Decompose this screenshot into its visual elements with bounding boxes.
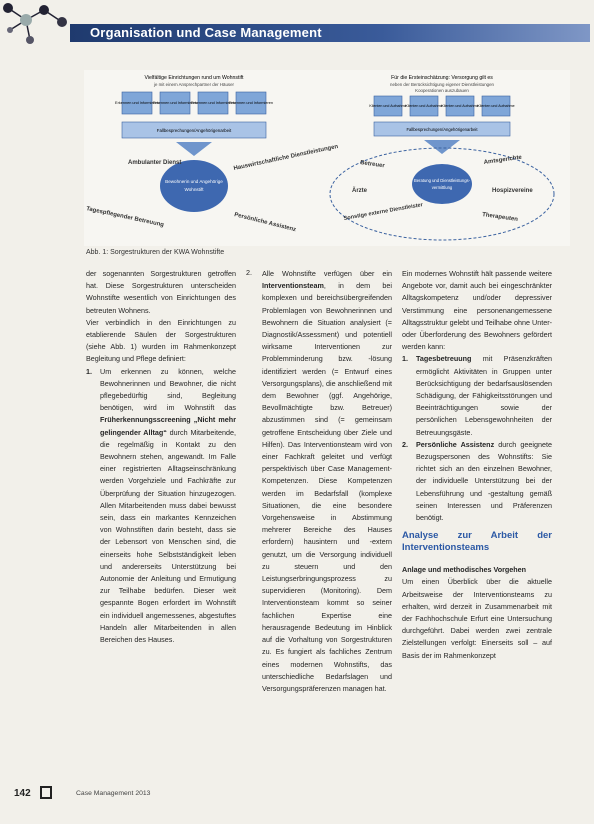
col2-text-b: , in dem bei komplexen und bereichsübergreifenden Problemlagen von Bewohnerinnen und Bewohnern die Situation analysiert (= Diagnostik/Assessment) und potentiell wirksame Interventionen zur Problemminderung bzw. -lösung identifiziert werden (= Entwurf eines Versorgungsplans), die anschließend mit dem Bewohner (ggf. Angehörige, Bevollmächtigte bzw. Betreuer) abzustimmen sind (= gemeinsam getroffene Entscheidung über Ziele und Hilfen). Das Interventionsteam wird von einer Fachkraft geleitet und verfügt perspektivisch über Case Management-Kompetenzen. Diese Kompetenzen werden im Bedarfsfall (komplexe Situationen, die eine besondere Vorgehensweise in Abstimmung mehrerer Bereiche des Hauses erfordern) hausintern und -extern genutzt, um die Versorgung individuell zu steuern und den Leistungserbringungsprozess zu supervidieren (Monitoring). Dem Interventionsteam kommt so seiner fachlichen Expertise eine herausragende Bedeutung im Hinblick auf die Vorhaltung von Sorgestrukturen zu. Es fungiert als fachliches Zentrum eines modernen Wohnstifts, das unterschiedliche Bedarfslagen und Versorgungspräferenzen managen hat.: [262, 281, 392, 693]
left-center-2: Wohnstift: [184, 187, 204, 192]
list-marker-2: 2.: [246, 268, 252, 277]
right-label-4: Hospizvereine: [492, 188, 533, 194]
col1-item-bold: Früherkennungsscreening „Nicht mehr gelingender Alltag“: [100, 415, 236, 437]
left-boxes: [115, 92, 273, 114]
right-bar-label: Fallbesprechungen/Angehörigenarbeit: [406, 127, 478, 132]
col3-body: Um einen Überblick über die aktuelle Arbeitsweise der Interventionsteams zu erhalten, wird derzeit in Zusammenarbeit mit der Fachhochschule Erfurt eine Untersuchung durchgeführt. Dabei werden zwei zentrale Zielstellungen verfolgt: Einerseits soll – auf Basis der im Rahmenkonzept: [402, 577, 552, 660]
right-label-5: Sonstige externe Dienstleister: [343, 202, 424, 222]
col3-item2-number: 2.: [402, 439, 408, 449]
col1-item-text-a: Um erkennen zu können, welche Bewohnerinnen und Bewohner, die nicht pflegebedürftig sind, Begleitung benötigen, wird im Wohnstift das: [100, 366, 236, 413]
left-bar-label: Fallbesprechungen/Angehörigenarbeit: [156, 128, 232, 133]
right-center-2: vermittlung: [431, 185, 453, 190]
left-box-2: Erkennen und Informieren: [153, 101, 197, 105]
figure-caption: Abb. 1: Sorgestrukturen der KWA Wohnstifte: [86, 249, 225, 256]
right-center-1: Beratung und Dienstleistungs-: [413, 178, 471, 183]
right-label-6: Therapeuten: [481, 212, 519, 223]
col3-item2-text: durch geeignete Bezugspersonen des Wohnstifts: Sie richtet sich an den einzelnen Bewohner, der individuelle Unterstützung bei der Lebensführung und -gestaltung gemäß seinen Interessen und Präferenzen benötigt.: [416, 439, 552, 523]
col2-text-a: Alle Wohnstifte verfügen über ein: [262, 269, 392, 278]
col1-item-text-b: durch Mitarbeitende, die regelmäßig in Kontakt zu den Bewohnern stehen, angewandt. Im Falle einer registrierten Alltagseinschränkung werden Vorgehziele und Fachkräfte zur Überprüfung der Situation hinzugezogen. Allen Mitarbeitenden muss dabei bewusst sein, dass ein markantes Kennzeichen von Wohnstiften darin besteht, dass sie der Lebensort von Menschen sind, die einerseits hohe Selbstständigkeit leben und andererseits Unterstützung bei Autonomie der Anleitung und Ermutigung zur Teilhabe bedürfen. Dieser weit gespannte Bogen erfordert im Wohnstift ein individuell angemessenes, abgestuftes Handeln aller Mitarbeitenden in allen Bereichen des Hauses.: [100, 427, 236, 645]
page-footer: [0, 786, 594, 812]
right-arrow: [424, 140, 460, 154]
right-center-ellipse: [412, 164, 472, 204]
page-header: [0, 0, 594, 48]
left-box-1: Erkennen und Informieren: [115, 101, 159, 105]
right-box-3: Klienten und Aufnahme: [441, 104, 479, 108]
right-box-1: Klienten und Aufnahme: [369, 104, 407, 108]
journal-name: Case Management 2013: [76, 790, 151, 797]
bookmark-icon: [40, 786, 52, 799]
left-arrow: [176, 142, 212, 156]
text-column-1: [86, 268, 236, 646]
right-box-4: Klienten und Aufnahme: [477, 104, 515, 108]
text-column-2: [262, 268, 392, 695]
col3-list-item-2: [402, 439, 552, 524]
col3-list-item-1: [402, 353, 552, 438]
figure-sorgestrukturen: [84, 70, 570, 246]
col3-item1-number: 1.: [402, 354, 408, 364]
left-heading: Vielfältige Einrichtungen rund um Wohnstift: [144, 75, 244, 81]
col3-item1-text: mit Präsenzkräften ermöglicht Aktivitäten in Gruppen unter Berücksichtigung der bedarfsauslösenden Schädigung, der Fähigkeitsstörungen und Beeinträchtigungen sowie der persönlichen Lebensgewohnheiten der Betreuungsgäste.: [416, 354, 552, 437]
left-box-3: Erkennen und Informieren: [191, 101, 235, 105]
figure-diagram: [84, 70, 570, 246]
col1-list-item-1: [86, 366, 236, 647]
left-center-1: Bewohnerin und Angehörige: [165, 179, 223, 184]
col2-bold: Interventionsteam: [262, 281, 324, 291]
left-center-ellipse: [160, 160, 228, 212]
right-label-3: Ärzte: [352, 188, 368, 194]
right-box-2: Klienten und Aufnahme: [405, 104, 443, 108]
page-number: 142: [14, 788, 31, 799]
section-heading: Analyse zur Arbeit der Interventionsteams: [402, 530, 552, 554]
col3-item1-bold: Tagesbetreuung: [416, 354, 472, 364]
left-subheading: je mit einem Ansprechpartner der Häuser: [153, 82, 235, 87]
left-label-4: Persönliche Assistenz: [233, 212, 297, 234]
col3-item2-bold: Persönliche Assistenz: [416, 439, 495, 449]
left-label-3: Tagespflegender Betreuung: [85, 206, 165, 229]
left-label-2: Hauswirtschaftliche Dienstleistungen: [233, 143, 339, 172]
col1-intro: der sogenannten Sorgestrukturen getroffen hat. Diese Sorgestrukturen unterscheiden Wohnstifte wesentlich von Einrichtungen des betreuten Wohnens.: [86, 269, 236, 315]
sub-heading: Anlage und methodisches Vorgehen: [402, 565, 527, 575]
page-title: Organisation und Case Management: [90, 25, 322, 40]
right-subheading-2: Kooperationen auszubauen: [415, 88, 469, 93]
right-label-2: Amtsgerichte: [483, 154, 523, 166]
left-label-1: Ambulanter Dienst: [128, 160, 182, 166]
right-subheading: neben der Berücksichtigung eigener Dienstleistungen: [390, 82, 494, 87]
right-label-1: Betreuer: [359, 160, 386, 170]
right-heading: Für die Ersteinschätzung: Versorgung gilt es: [391, 75, 493, 81]
right-boxes: [369, 96, 514, 116]
col1-para2: Vier verbindlich in den Einrichtungen zu etablierende Säulen der Sorgestrukturen (siehe Abb. 1) wurden im Rahmenkonzept Begleitung und Pflege definiert:: [86, 317, 236, 364]
col3-intro: Ein modernes Wohnstift hält passende weitere Angebote vor, damit auch bei eingeschränkter Alltagskompetenz und/oder depressiver Verstimmung eine personenangemessene Alltagsstruktur gelebt und Teilhabe ohne Unter- oder Überforderung des Bewohners gefördert werden kann:: [402, 269, 552, 352]
left-box-4: Erkennen und Informieren: [229, 101, 273, 105]
text-column-3: [402, 268, 552, 662]
molecule-logo-icon: [0, 0, 74, 46]
col1-item-number: 1.: [86, 366, 92, 376]
